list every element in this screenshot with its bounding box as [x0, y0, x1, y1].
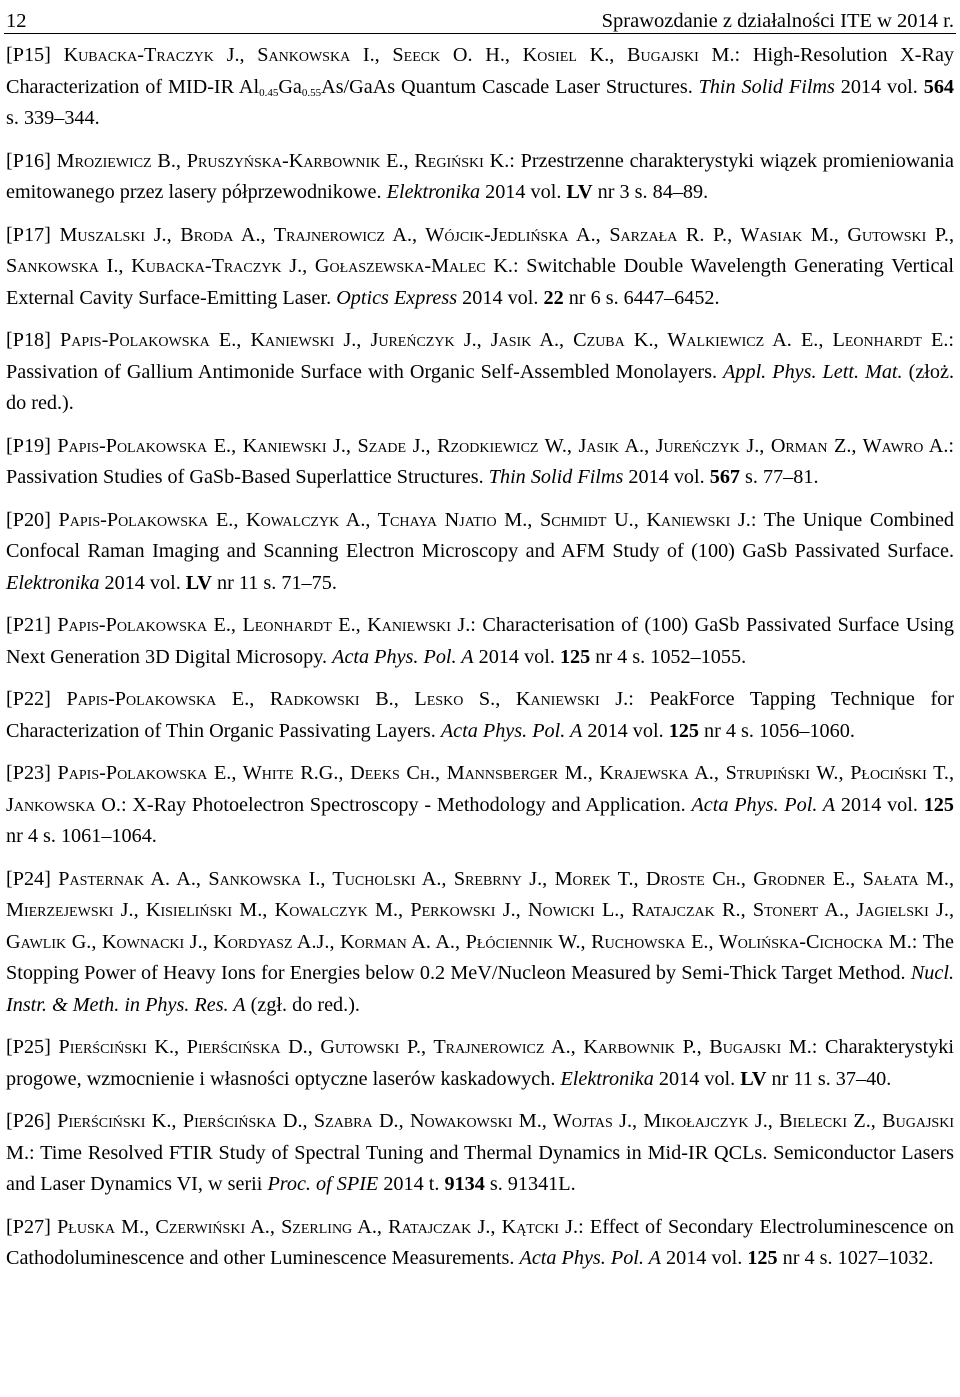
entry-text: : X-Ray Photoelectron Spectroscopy - Methodology and Application. [120, 793, 692, 816]
entry-text: (złoż. do red.). [6, 360, 954, 414]
entry-volume: 125 [923, 793, 954, 816]
entry-authors: Mroziewicz B., Pruszyńska-Karbownik E., Regiński K. [56, 149, 510, 172]
bibliography-entry-p22 [6, 684, 954, 747]
entry-text: (zgł. do red.). [245, 993, 360, 1016]
entry-text: 2014 vol. [653, 1067, 741, 1090]
bibliography-entry-p20 [6, 505, 954, 600]
entry-journal: Acta Phys. Pol. A [440, 719, 583, 742]
entry-volume: LV [185, 571, 212, 594]
entry-text: nr 4 s. 1027–1032. [777, 1247, 934, 1269]
entry-volume: 22 [543, 286, 564, 309]
entry-text: s. 339–344. [6, 107, 100, 129]
entry-text: : The Unique Combined Confocal Raman Imaging and Scanning Electron Microscopy and AFM Study of (100) GaSb Passivated Surface. [6, 508, 955, 562]
entry-subscript: 0.45 [259, 86, 279, 99]
entry-authors: Papis-Polakowska E., Kaniewski J., Jureńczyk J., Jasik A., Czuba K., Walkiewicz A. E., Leonhardt E. [60, 329, 949, 351]
bibliography-entry-p27 [6, 1212, 954, 1275]
entry-text: As/GaAs Quantum Cascade Laser Structures. [321, 75, 699, 98]
entry-text: : Time Resolved FTIR Study of Spectral Tuning and Thermal Dynamics in Mid-IR QCLs. Semiconductor Lasers and Laser Dynamics VI, w serii [6, 1141, 954, 1195]
entry-text: nr 11 s. 37–40. [766, 1067, 892, 1090]
entry-label: [P26] [6, 1110, 58, 1132]
entry-label: [P23] [6, 762, 58, 784]
entry-text: 2014 vol. [582, 719, 669, 742]
bibliography-entry-p21 [6, 610, 954, 673]
entry-text: : Switchable Double Wavelength Generating Vertical External Cavity Surface-Emitting Laser. [6, 255, 954, 309]
entry-text: : PeakForce Tapping Technique for Characterization of Thin Organic Passivating Layers. [6, 688, 954, 742]
entry-label: [P16] [6, 149, 57, 172]
entry-authors: Pasternak A. A., Sankowska I., Tucholski A., Srebrny J., Morek T., Droste Ch., Grodner E., Sałata M., Mierzejewski J., Kisieliński M., Kowalczyk M., Perkowski J., Nowicki L., Ratajczak R., Stonert A., Jagielski J., Gawlik G., Kownacki J., Kordyasz A.J., Korman A. A., Płóciennik W., Ruchowska E., Wolińska-Cichocka M. [6, 867, 954, 953]
entry-authors: Papis-Polakowska E., Leonhardt E., Kaniewski J. [57, 614, 471, 636]
entry-label: [P22] [6, 688, 67, 710]
entry-label: [P24] [6, 867, 59, 890]
page-header [4, 0, 956, 34]
bibliography-list [4, 40, 956, 1275]
entry-authors: Płuska M., Czerwiński A., Szerling A., Ratajczak J., Kątcki J. [57, 1215, 579, 1238]
entry-text: : Charakterystyki progowe, wzmocnienie i własności optyczne laserów kaskadowych. [6, 1036, 954, 1090]
bibliography-entry-p19 [6, 431, 954, 494]
entry-text: Ga [278, 75, 302, 98]
running-title: Sprawozdanie z działalności ITE w 2014 r. [601, 10, 954, 32]
entry-journal: Proc. of SPIE [267, 1173, 379, 1195]
entry-text: 2014 vol. [457, 286, 544, 309]
entry-text: 2014 vol. [473, 645, 560, 668]
entry-text: nr 6 s. 6447–6452. [563, 286, 720, 309]
entry-text: : High-Resolution X-Ray Characterization of MID-IR Al [6, 44, 954, 98]
entry-text: 2014 vol. [480, 181, 567, 203]
entry-label: [P19] [6, 434, 58, 457]
entry-label: [P15] [6, 44, 64, 66]
entry-volume: 125 [668, 719, 699, 742]
entry-volume: LV [566, 181, 593, 203]
entry-text: : Effect of Secondary Electroluminescence on Cathodoluminescence and other Luminescence Measurements. [6, 1215, 954, 1269]
entry-text: : Characterisation of (100) GaSb Passivated Surface Using Next Generation 3D Digital Microsopy. [6, 614, 954, 668]
entry-volume: 125 [747, 1247, 778, 1269]
entry-text: : The Stopping Power of Heavy Ions for Energies below 0.2 MeV/Nucleon Measured by Semi-Thick Target Method. [6, 930, 954, 984]
entry-journal: Elektronika [560, 1067, 654, 1090]
entry-label: [P17] [6, 223, 60, 246]
entry-subscript: 0.55 [301, 86, 322, 99]
entry-text: nr 3 s. 84–89. [592, 181, 709, 203]
entry-journal: Acta Phys. Pol. A [519, 1247, 661, 1269]
entry-journal: Nucl. Instr. & Meth. in Phys. Res. A [6, 962, 954, 1016]
entry-label: [P21] [6, 614, 58, 636]
entry-journal: Elektronika [386, 181, 481, 203]
entry-volume: 567 [709, 466, 740, 488]
entry-volume: LV [740, 1067, 767, 1090]
entry-journal: Acta Phys. Pol. A [332, 645, 474, 668]
bibliography-entry-p16 [6, 146, 954, 209]
bibliography-entry-p25 [6, 1032, 954, 1095]
bibliography-entry-p23 [6, 758, 954, 853]
bibliography-entry-p26 [6, 1106, 954, 1201]
entry-label: [P25] [6, 1036, 59, 1058]
bibliography-entry-p17 [6, 220, 954, 315]
entry-label: [P18] [6, 329, 61, 351]
entry-text: nr 4 s. 1061–1064. [6, 825, 157, 847]
entry-text: 2014 vol. [834, 75, 924, 98]
entry-text: 2014 t. [378, 1173, 445, 1195]
entry-journal: Thin Solid Films [488, 466, 624, 488]
entry-authors: Muszalski J., Broda A., Trajnerowicz A., Wójcik-Jedlińska A., Sarzała R. P., Wasiak M., Gutowski P., Sankowska I., Kubacka-Traczyk J., Gołaszewska-Malec K. [6, 223, 954, 277]
entry-authors: Pierściński K., Pierścińska D., Gutowski P., Trajnerowicz A., Karbownik P., Bugajski M. [58, 1036, 812, 1058]
entry-text: s. 77–81. [740, 466, 819, 488]
entry-journal: Appl. Phys. Lett. Mat. [723, 360, 903, 383]
entry-label: [P27] [6, 1215, 58, 1238]
entry-text: nr 11 s. 71–75. [212, 571, 337, 594]
entry-authors: Kubacka-Traczyk J., Sankowska I., Seeck O. H., Kosiel K., Bugajski M. [63, 44, 735, 66]
bibliography-entry-p18 [6, 325, 954, 420]
entry-text: nr 4 s. 1056–1060. [698, 719, 855, 742]
entry-authors: Papis-Polakowska E., White R.G., Deeks Ch., Mannsberger M., Krajewska A., Strupiński W., Płociński T., Jankowska O. [6, 762, 954, 816]
bibliography-entry-p24 [6, 864, 954, 1022]
entry-authors: Papis-Polakowska E., Kowalczyk A., Tchaya Njatio M., Schmidt U., Kaniewski J. [58, 508, 751, 531]
entry-text: s. 91341L. [484, 1173, 576, 1195]
page-number: 12 [6, 10, 27, 32]
entry-journal: Acta Phys. Pol. A [691, 793, 836, 816]
entry-text: 2014 vol. [99, 571, 186, 594]
entry-journal: Elektronika [6, 571, 100, 594]
entry-text: 2014 vol. [835, 793, 924, 816]
bibliography-entry-p15 [6, 40, 954, 135]
entry-volume: 564 [923, 75, 954, 98]
entry-text: : Passivation of Gallium Antimonide Surface with Organic Self-Assembled Monolayers. [6, 329, 954, 383]
entry-journal: Thin Solid Films [698, 75, 835, 98]
entry-text: : Passivation Studies of GaSb-Based Superlattice Structures. [6, 434, 954, 488]
entry-text: 2014 vol. [660, 1247, 748, 1269]
entry-authors: Pierściński K., Pierścińska D., Szabra D., Nowakowski M., Wojtas J., Mikołajczyk J., Bielecki Z., Bugajski M. [6, 1110, 954, 1164]
entry-text: 2014 vol. [623, 466, 710, 488]
entry-volume: 9134 [444, 1173, 485, 1195]
entry-text: nr 4 s. 1052–1055. [590, 645, 747, 668]
entry-volume: 125 [559, 645, 591, 668]
entry-text: : Przestrzenne charakterystyki wiązek promieniowania emitowanego przez lasery półprzewodnikowe. [6, 149, 954, 203]
entry-authors: Papis-Polakowska E., Radkowski B., Lesko S., Kaniewski J. [66, 688, 629, 710]
entry-authors: Papis-Polakowska E., Kaniewski J., Szade J., Rzodkiewicz W., Jasik A., Jureńczyk J., Orman Z., Wawro A. [57, 434, 949, 457]
entry-journal: Optics Express [336, 286, 458, 309]
entry-label: [P20] [6, 508, 59, 531]
